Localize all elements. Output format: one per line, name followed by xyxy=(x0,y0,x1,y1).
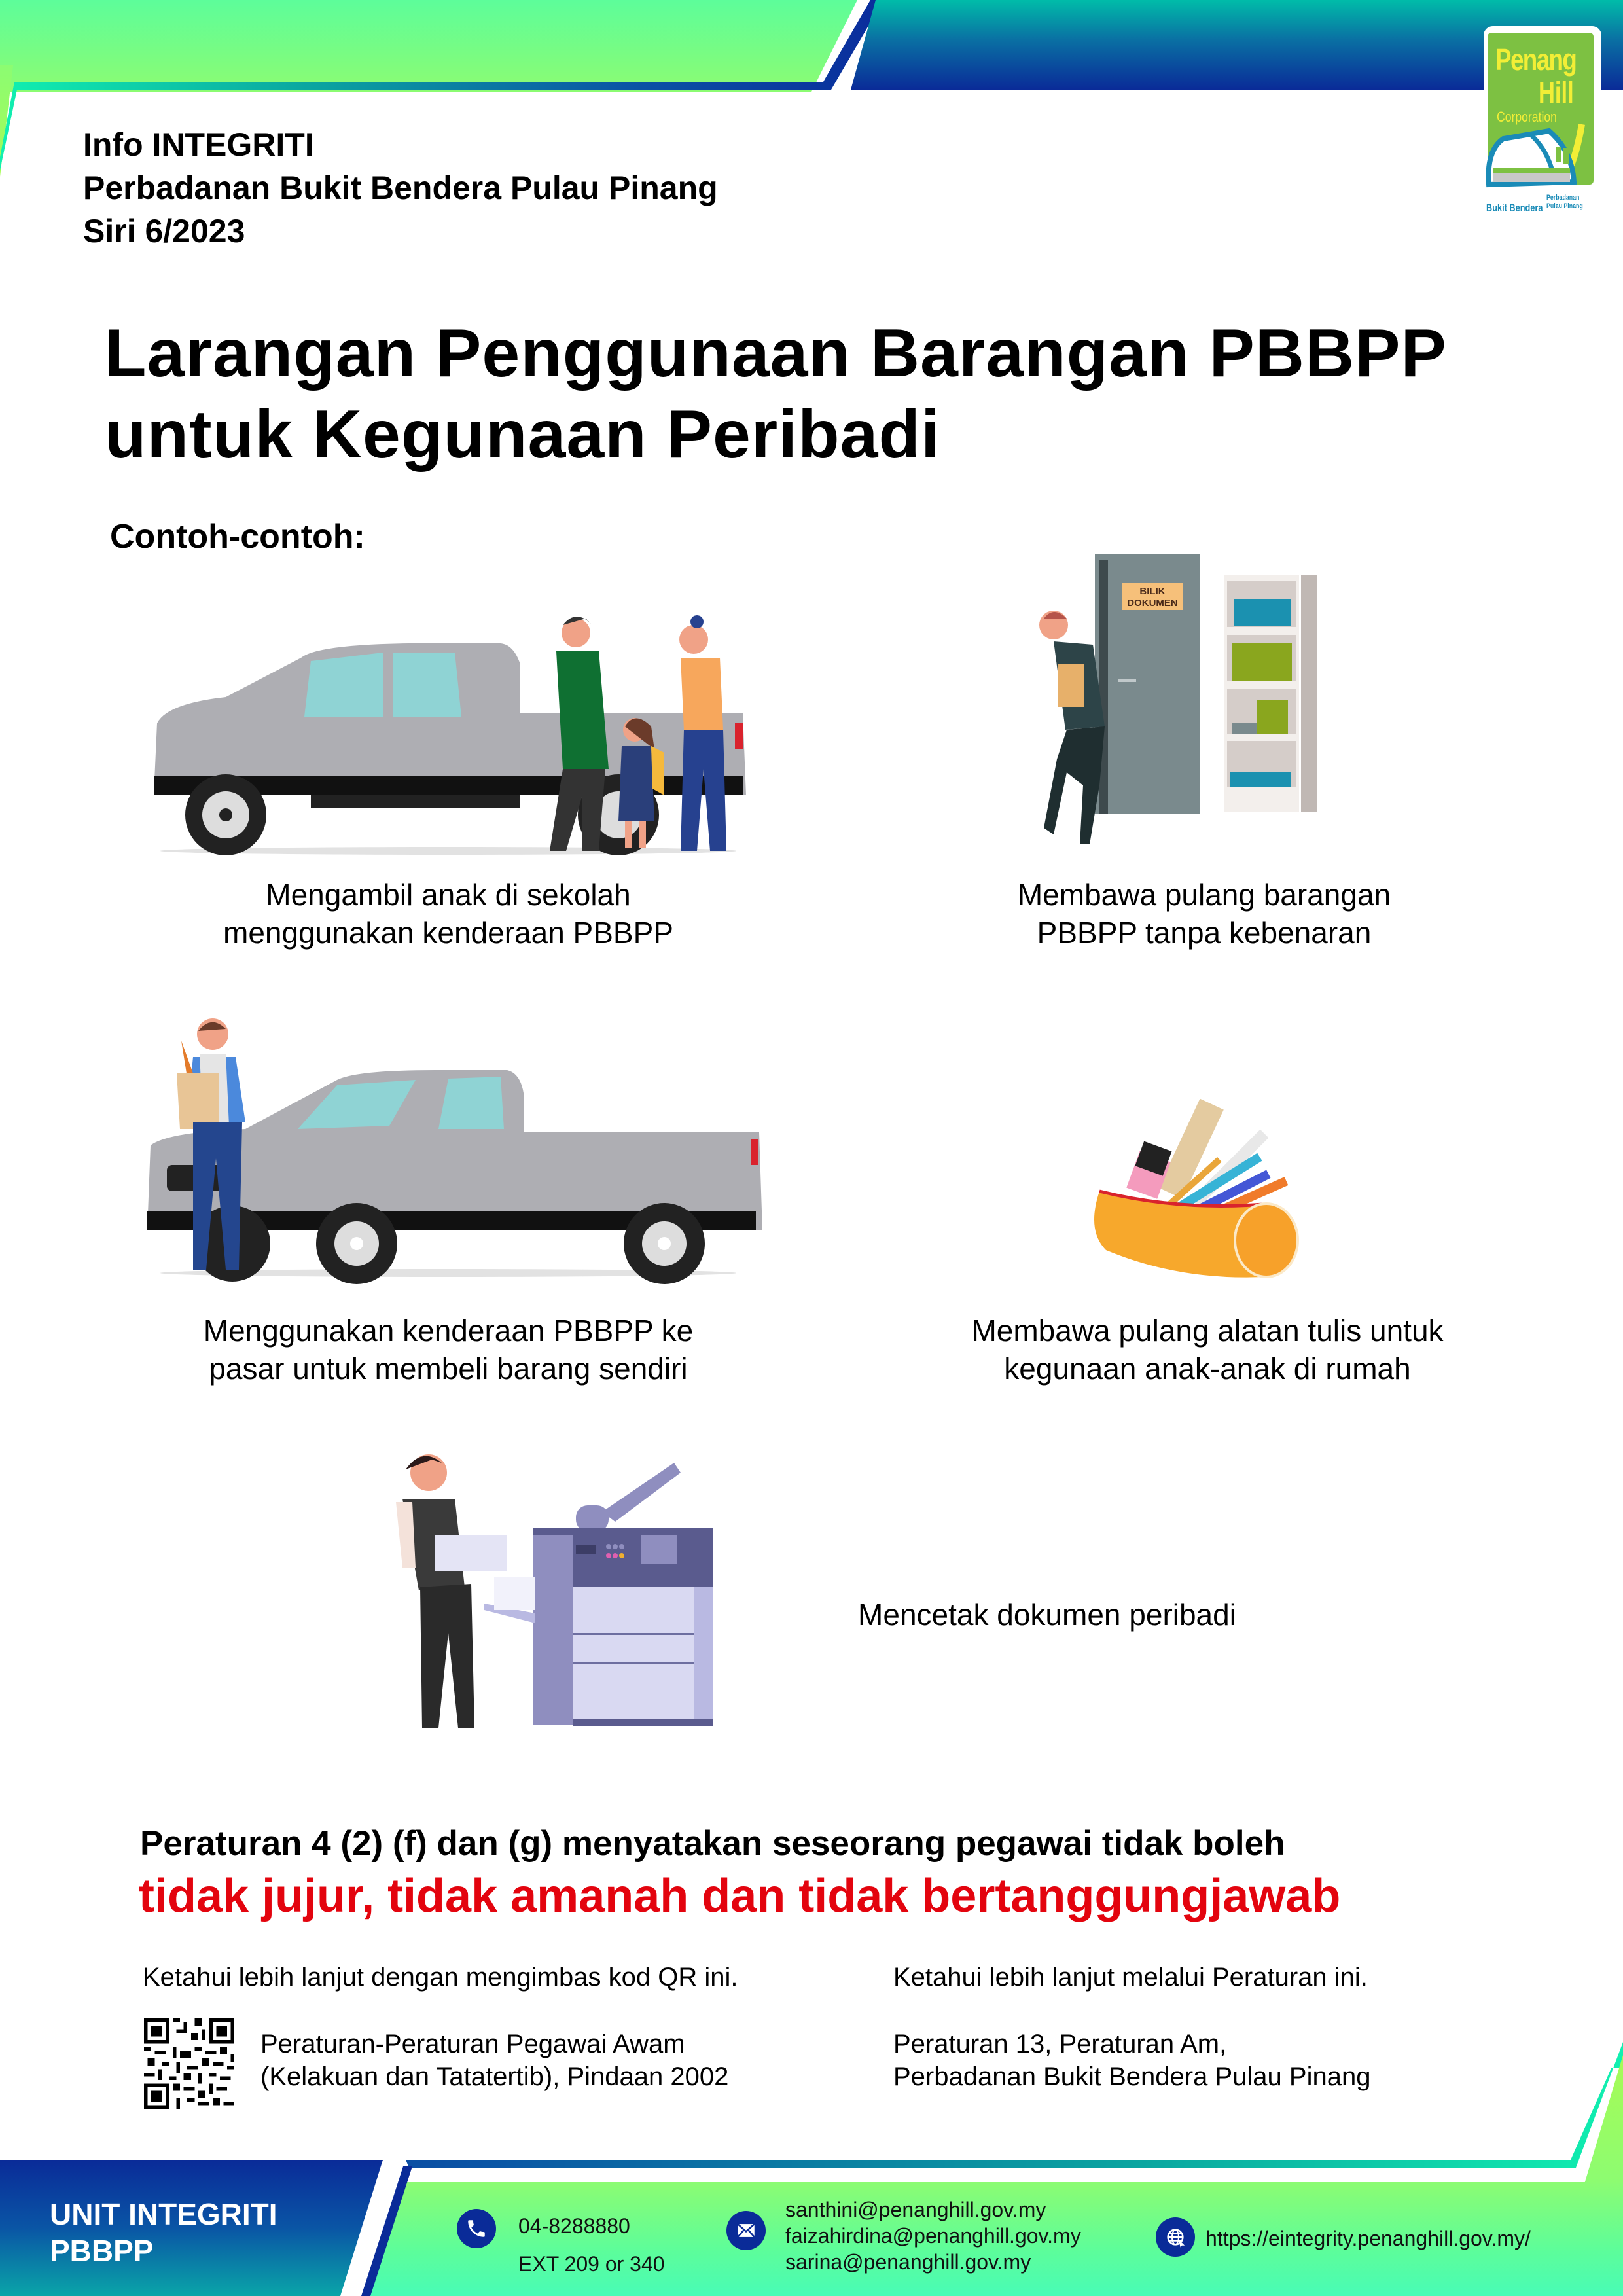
email-list xyxy=(785,2197,1081,2275)
phone-icon xyxy=(457,2209,496,2248)
regulation-statement: Peraturan 4 (2) (f) dan (g) menyatakan seseorang pegawai tidak boleh xyxy=(140,1824,1285,1863)
reference-left-line-2: (Kelakuan dan Tatatertib), Pindaan 2002 xyxy=(260,2062,729,2091)
email-link[interactable]: faizahirdina@penanghill.gov.my xyxy=(785,2224,1081,2248)
photocopier-illustration xyxy=(386,1437,726,1738)
door-sign-line-2: DOKUMEN xyxy=(1127,598,1178,609)
penang-hill-logo xyxy=(1484,26,1601,223)
email-icon xyxy=(726,2211,766,2250)
caption-line: Mencetak dokumen peribadi xyxy=(858,1598,1236,1632)
website-link[interactable]: https://eintegrity.penanghill.gov.my/ xyxy=(1205,2227,1531,2250)
globe-icon xyxy=(1156,2217,1195,2257)
qr-code[interactable] xyxy=(144,2018,234,2109)
reference-left-document xyxy=(260,2028,728,2093)
funicular-train-icon xyxy=(1484,124,1595,190)
caption-line: kegunaan anak-anak di rumah xyxy=(1004,1352,1411,1386)
footer-unit-name xyxy=(50,2196,277,2269)
unit-line-1: UNIT INTEGRITI xyxy=(50,2197,277,2231)
example-caption-3 xyxy=(147,1312,749,1388)
caption-line: Membawa pulang barangan xyxy=(1017,878,1391,912)
example-caption-1 xyxy=(170,876,726,952)
caption-line: Membawa pulang alatan tulis untuk xyxy=(971,1314,1444,1348)
phone-extension: EXT 209 or 340 xyxy=(518,2252,665,2276)
phone-contact xyxy=(518,2207,665,2283)
title-line-2: untuk Kegunaan Peribadi xyxy=(105,397,940,473)
logo-green-panel xyxy=(1488,33,1594,185)
logo-sub-line-1: Perbadanan xyxy=(1546,194,1580,202)
phone-number[interactable]: 04-8288880 xyxy=(518,2214,630,2238)
logo-sub-line-2: Pulau Pinang xyxy=(1546,202,1583,210)
example-caption-4 xyxy=(916,1312,1499,1388)
logo-text-perbadanan xyxy=(1546,194,1583,211)
caption-line: Menggunakan kenderaan PBBPP ke xyxy=(203,1314,694,1348)
logo-text-penang: Penang xyxy=(1495,43,1577,77)
examples-heading: Contoh-contoh: xyxy=(110,518,365,556)
logo-text-hill: Hill xyxy=(1539,75,1574,109)
logo-text-corporation: Corporation xyxy=(1497,109,1557,125)
regulation-highlight: tidak jujur, tidak amanah dan tidak bertanggungjawab xyxy=(139,1870,1341,1922)
reference-left-intro: Ketahui lebih lanjut dengan mengimbas kod QR ini. xyxy=(143,1963,738,1992)
document-room-illustration xyxy=(1008,537,1400,861)
groceries-truck-illustration xyxy=(141,1008,769,1289)
family-pickup-truck-illustration xyxy=(147,599,756,857)
page-title xyxy=(105,313,1447,475)
title-line-1: Larangan Penggunaan Barangan PBBPP xyxy=(105,315,1447,391)
reference-left-line-1: Peraturan-Peraturan Pegawai Awam xyxy=(260,2030,685,2058)
door-sign-line-1: BILIK xyxy=(1139,586,1166,597)
footer-gradient-stripe xyxy=(0,2016,1623,2173)
reference-right-document xyxy=(893,2028,1370,2093)
reference-right-line-1: Peraturan 13, Peraturan Am, xyxy=(893,2030,1227,2058)
caption-line: pasar untuk membeli barang sendiri xyxy=(209,1352,688,1386)
caption-line: menggunakan kenderaan PBBPP xyxy=(223,916,673,950)
caption-line: Mengambil anak di sekolah xyxy=(266,878,631,912)
reference-right-intro: Ketahui lebih lanjut melalui Peraturan ini. xyxy=(893,1963,1368,1992)
series-line-organisation: Perbadanan Bukit Bendera Pulau Pinang xyxy=(83,170,718,206)
unit-line-2: PBBPP xyxy=(50,2234,154,2268)
email-link[interactable]: sarina@penanghill.gov.my xyxy=(785,2250,1031,2274)
pencil-case-illustration xyxy=(1080,1080,1322,1289)
series-line-number: Siri 6/2023 xyxy=(83,213,245,249)
series-info xyxy=(83,123,718,253)
logo-text-bukit-bendera: Bukit Bendera xyxy=(1486,202,1543,214)
reference-right-line-2: Perbadanan Bukit Bendera Pulau Pinang xyxy=(893,2062,1371,2091)
example-caption-2 xyxy=(949,876,1459,952)
email-link[interactable]: santhini@penanghill.gov.my xyxy=(785,2198,1046,2221)
header-green-band xyxy=(0,0,857,92)
example-caption-5 xyxy=(805,1596,1289,1634)
caption-line: PBBPP tanpa kebenaran xyxy=(1037,916,1372,950)
series-line-info-integriti: Info INTEGRITI xyxy=(83,126,314,163)
